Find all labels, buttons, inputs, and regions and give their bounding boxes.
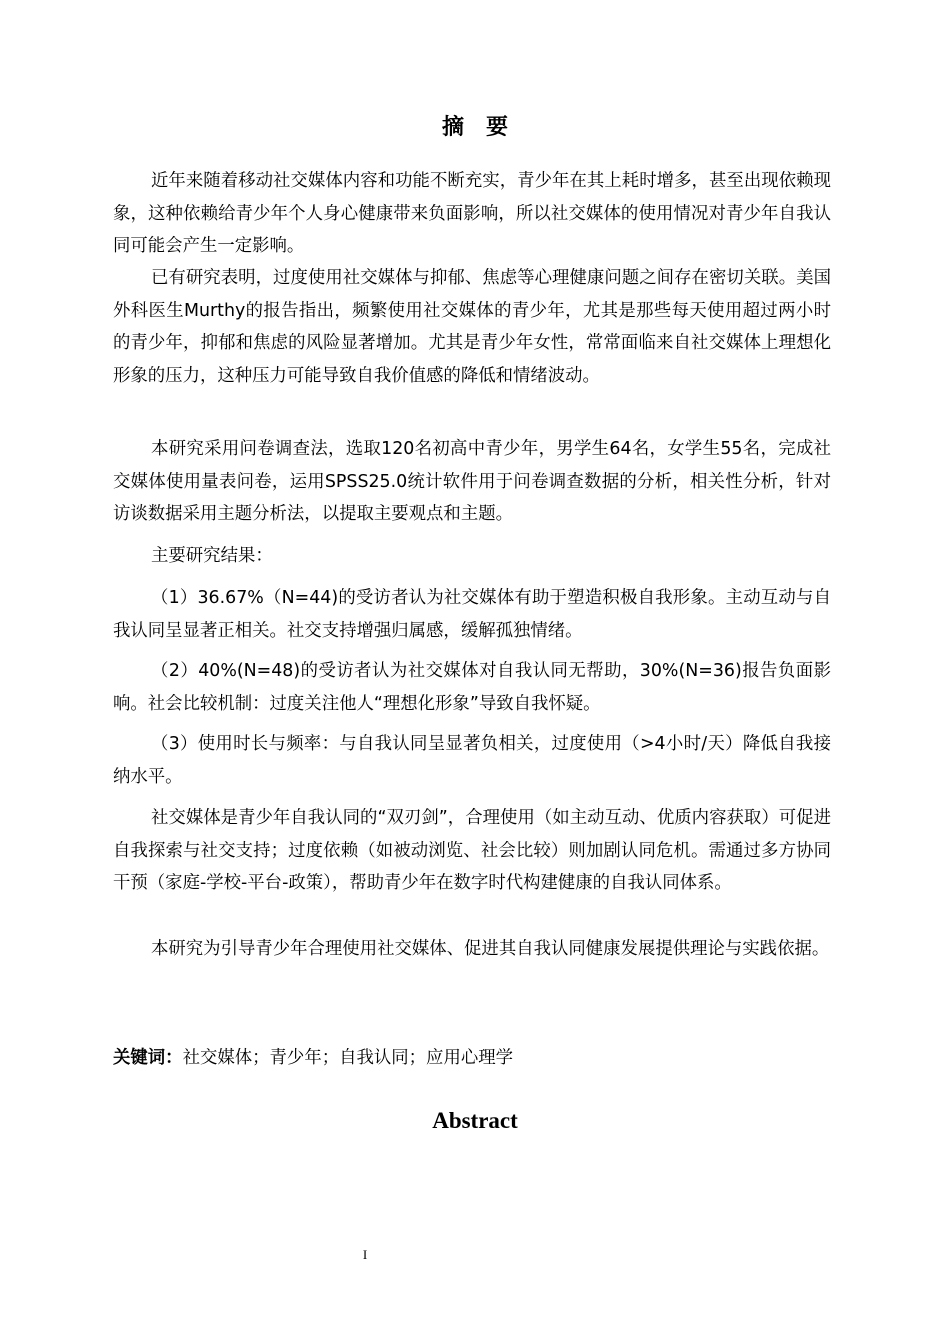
keywords-line (113, 1042, 831, 1074)
abstract-paragraph-6: （2）40%(N=48)的受访者认为社交媒体对自我认同无帮助，30%(N=36)报告负面影响。社会比较机制：过度关注他人“理想化形象”导致自我怀疑。 (113, 661, 831, 714)
page-number: I (362, 1247, 368, 1262)
abstract-paragraph-2: 已有研究表明，过度使用社交媒体与抑郁、焦虑等心理健康问题之间存在密切关联。美国外科医生Murthy的报告指出，频繁使用社交媒体的青少年，尤其是那些每天使用超过两小时的青少年，抑郁和焦虑的风险显著增加。尤其是青少年女性，常常面临来自社交媒体上理想化形象的压力，这种压力可能导致自我价值感的降低和情绪波动。 (113, 268, 831, 386)
abstract-paragraph-9: 本研究为引导青少年合理使用社交媒体、促进其自我认同健康发展提供理论与实践依据。 (151, 939, 830, 959)
abstract-paragraph-1: 近年来随着移动社交媒体内容和功能不断充实，青少年在其上耗时增多，甚至出现依赖现象，这种依赖给青少年个人身心健康带来负面影响，所以社交媒体的使用情况对青少年自我认同可能会产生一定影响。 (113, 171, 831, 256)
keywords-label: 关键词： (113, 1048, 183, 1068)
abstract-paragraph-8: 社交媒体是青少年自我认同的“双刃剑”，合理使用（如主动互动、优质内容获取）可促进自我探索与社交支持；过度依赖（如被动浏览、社会比较）则加剧认同危机。需通过多方协同干预（家庭-学校-平台-政策），帮助青少年在数字时代构建健康的自我认同体系。 (113, 808, 831, 893)
keywords-value: 社交媒体；青少年；自我认同；应用心理学 (182, 1048, 514, 1068)
abstract-paragraph-3: 本研究采用问卷调查法，选取120名初高中青少年，男学生64名，女学生55名，完成社交媒体使用量表问卷，运用SPSS25.0统计软件用于问卷调查数据的分析，相关性分析，针对访谈数据采用主题分析法，以提取主要观点和主题。 (113, 439, 831, 524)
abstract-paragraph-4: 主要研究结果： (151, 546, 273, 566)
abstract-paragraph-7: （3）使用时长与频率：与自我认同呈显著负相关，过度使用（>4小时/天）降低自我接纳水平。 (113, 734, 831, 787)
english-abstract-title: Abstract (432, 1108, 518, 1133)
page-title: 摘要 (441, 115, 530, 140)
abstract-paragraph-5: （1）36.67%（N=44)的受访者认为社交媒体有助于塑造积极自我形象。主动互动与自我认同呈显著正相关。社交支持增强归属感，缓解孤独情绪。 (113, 588, 831, 641)
